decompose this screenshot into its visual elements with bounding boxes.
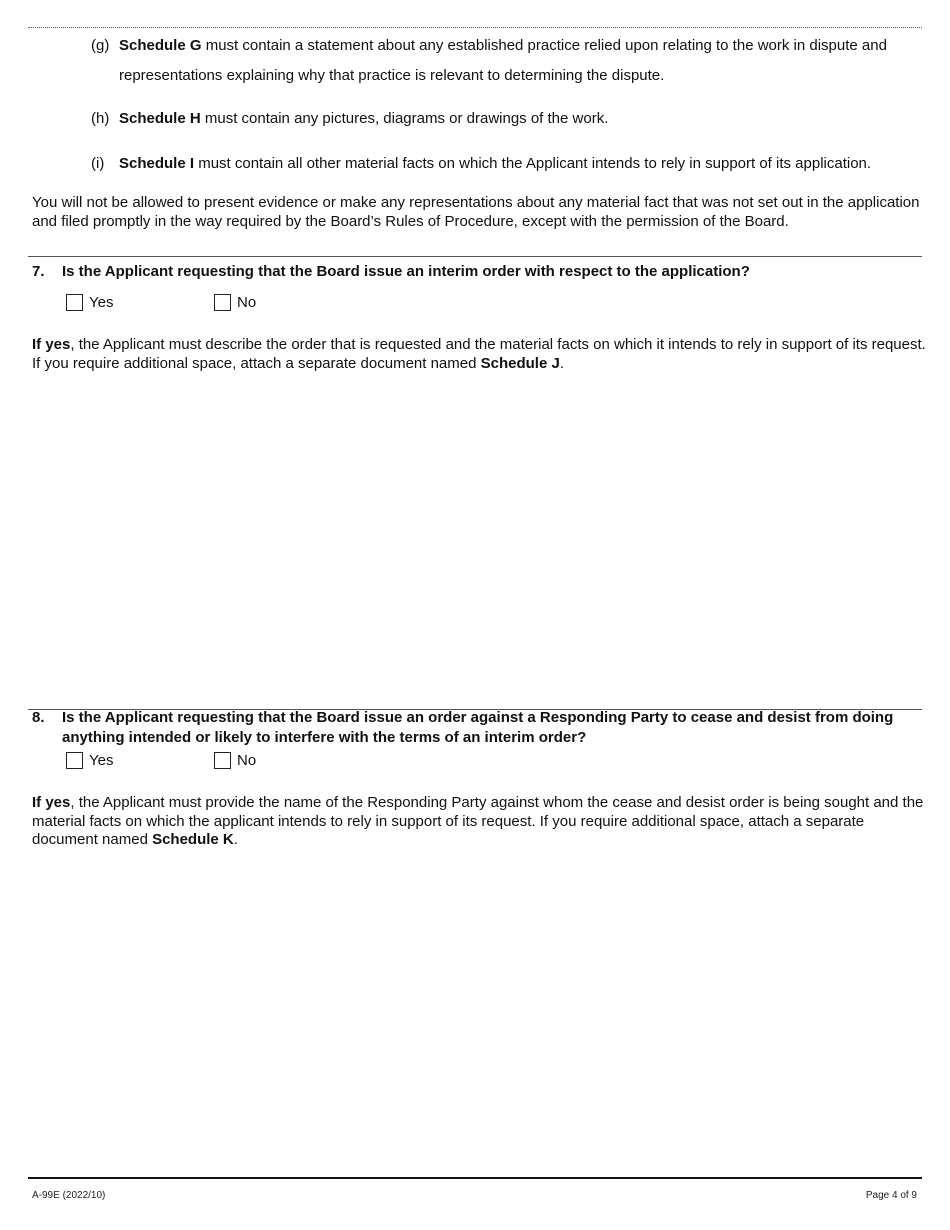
schedule-h-name: Schedule H — [119, 110, 201, 127]
q8-yes-option[interactable] — [66, 751, 113, 770]
q8-end-punct: . — [233, 831, 238, 848]
question-8-text: Is the Applicant requesting that the Board issue an order against a Responding Party to cease and desist from doing anything intended or likely to interfere with the terms of an interim order? — [62, 709, 894, 746]
q7-yes-option[interactable] — [66, 293, 113, 312]
q8-if-yes-instructions — [32, 794, 927, 850]
question-7-number: 7. — [32, 263, 45, 280]
q8-schedule-name: Schedule K — [152, 831, 234, 848]
question-7-text: Is the Applicant requesting that the Board issue an interim order with respect to the application? — [62, 263, 750, 280]
schedule-h-text: must contain any pictures, diagrams or drawings of the work. — [200, 110, 609, 127]
question-8-number: 8. — [32, 709, 45, 726]
q8-no-option[interactable] — [214, 751, 256, 770]
q7-no-option[interactable] — [214, 293, 256, 312]
q8-if-yes-lead: If yes — [32, 794, 71, 811]
q8-yes-checkbox[interactable] — [66, 752, 83, 769]
q7-if-yes-instructions — [32, 336, 927, 373]
footer-divider — [28, 1177, 922, 1179]
schedule-i-item — [91, 149, 931, 179]
top-dotted-divider — [28, 27, 922, 28]
question-7 — [32, 262, 922, 282]
q7-end-punct: . — [559, 354, 564, 372]
schedule-g-item — [91, 31, 931, 91]
evidence-notice: You will not be allowed to present evidence or make any representations about any material fact that was not set out in the application and filed promptly in the way required by the Board’s Rules of Procedure, except with the permission of the Board. — [32, 194, 920, 230]
q8-yes-label: Yes — [89, 752, 114, 769]
schedule-g-letter: (g) — [91, 37, 110, 54]
q7-if-yes-text: , the Applicant must describe the order that is requested and the material facts on which it intends to rely in support of its request. If you require additional space, attach a separate document named — [32, 336, 926, 372]
q7-yes-checkbox[interactable] — [66, 294, 83, 311]
schedule-g-text: must contain a statement about any established practice relied upon relating to the work in dispute and representations explaining why that practice is relevant to determining the dispute. — [119, 37, 887, 84]
schedule-h-letter: (h) — [91, 110, 110, 127]
q7-if-yes-lead: If yes — [32, 336, 71, 353]
schedule-i-letter: (i) — [91, 155, 105, 172]
schedule-g-name: Schedule G — [119, 37, 202, 54]
form-id: A-99E (2022/10) — [32, 1190, 106, 1201]
question-8 — [32, 708, 922, 747]
q7-schedule-name: Schedule J — [480, 354, 560, 372]
q7-no-label: No — [237, 294, 257, 311]
page-number: Page 4 of 9 — [865, 1190, 917, 1201]
q8-no-label: No — [237, 752, 257, 769]
section-divider-q7 — [28, 256, 922, 257]
q8-if-yes-text: , the Applicant must provide the name of the Responding Party against whom the cease and desist order is being sought and the material facts on which the applicant intends to rely in support of its request. If you require additional space, attach a separate document named — [32, 794, 924, 848]
q7-no-checkbox[interactable] — [214, 294, 231, 311]
schedule-i-text: must contain all other material facts on which the Applicant intends to rely in support of its application. — [194, 155, 872, 172]
schedule-h-item — [91, 104, 931, 134]
q8-no-checkbox[interactable] — [214, 752, 231, 769]
schedule-i-name: Schedule I — [119, 155, 195, 172]
q7-yes-label: Yes — [89, 294, 114, 311]
